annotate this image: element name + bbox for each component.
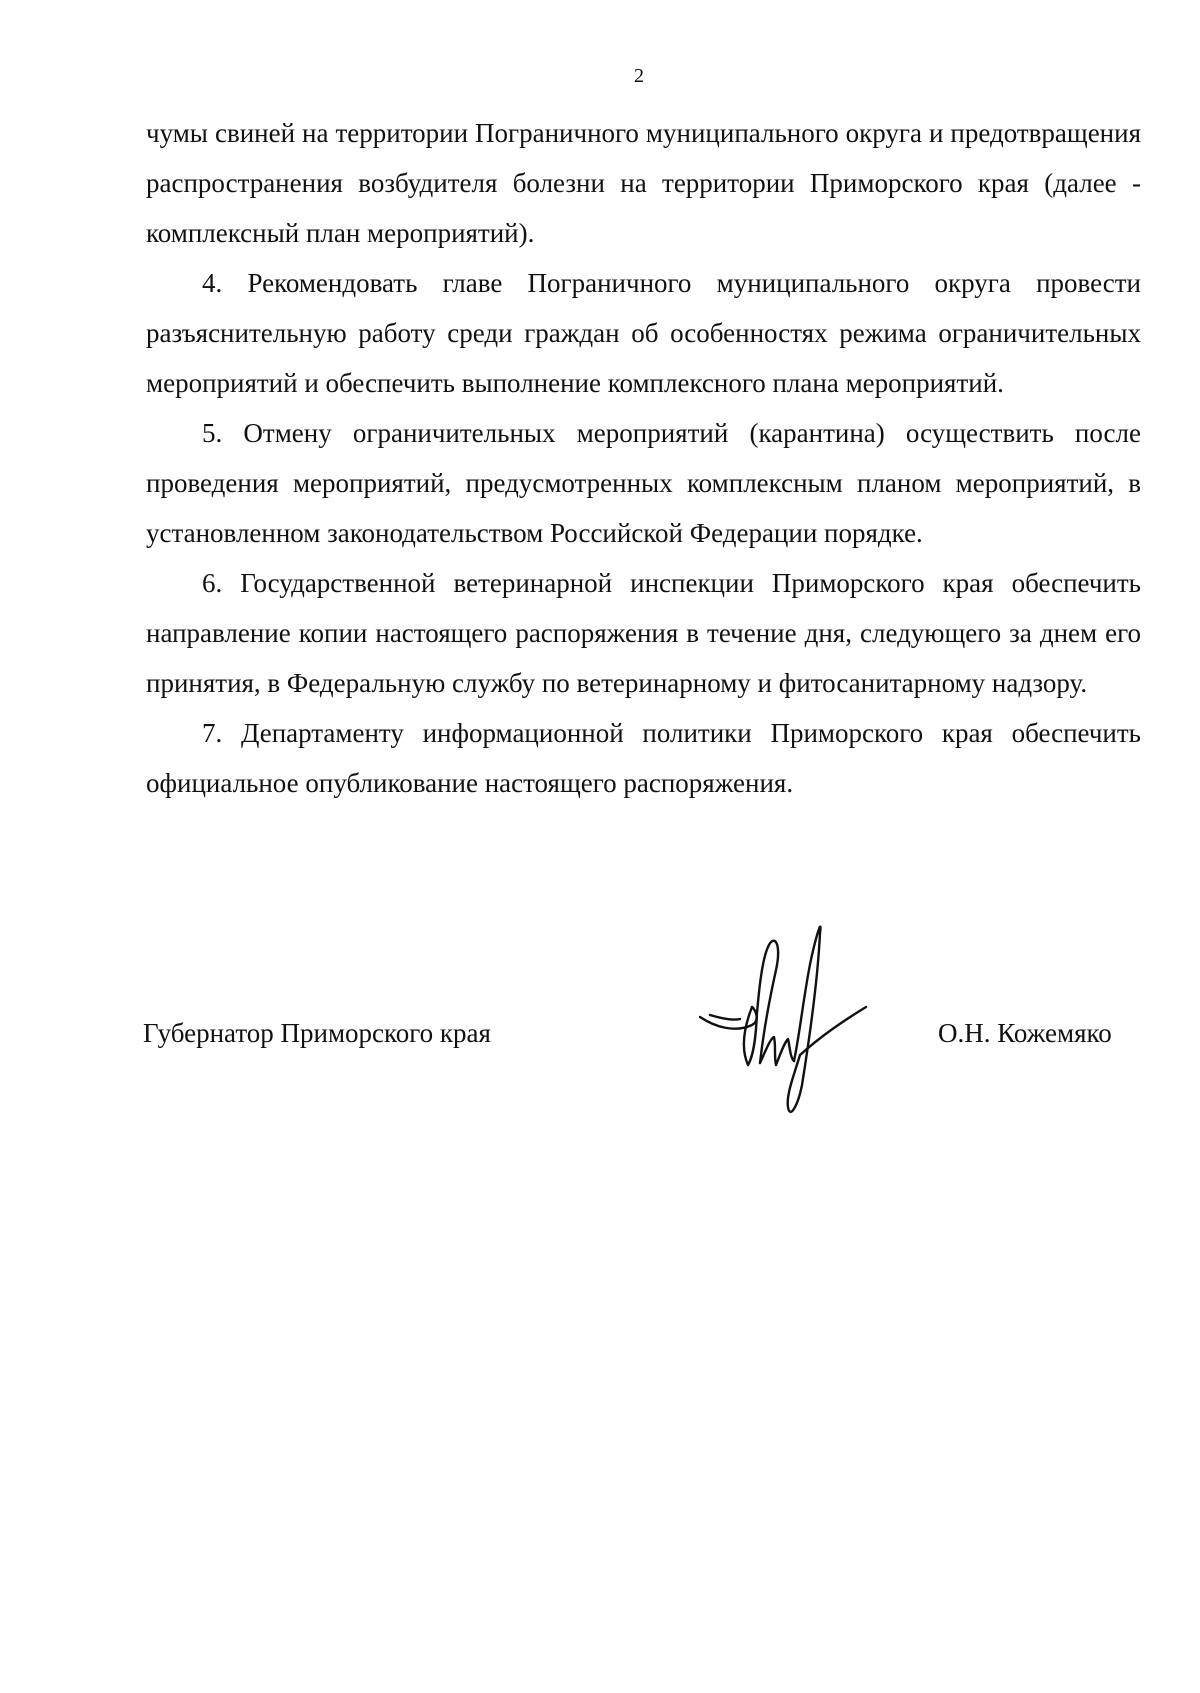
handwritten-signature xyxy=(690,915,880,1115)
paragraph-item-5: 5. Отмену ограничительных мероприятий (карантина) осуществить после проведения мероприятий, предусмотренных комплексным планом мероприятий, в установленном законодательством Российской Федерации порядке. xyxy=(146,418,1141,548)
signatory-title: Губернатор Приморского края xyxy=(143,1018,491,1048)
paragraph-item-7: 7. Департаменту информационной политики Приморского края обеспечить официальное опубликование настоящего распоряжения. xyxy=(146,718,1141,798)
document-body xyxy=(146,108,1141,808)
paragraph-item-4: 4. Рекомендовать главе Пограничного муниципального округа провести разъяснительную работу среди граждан об особенностях режима ограничительных мероприятий и обеспечить выполнение комплексного плана мероприятий. xyxy=(146,268,1141,398)
signature-block xyxy=(0,1008,1200,1068)
paragraph-continuation: чумы свиней на территории Пограничного муниципального округа и предотвращения распространения возбудителя болезни на территории Приморского края (далее - комплексный план мероприятий). xyxy=(146,118,1141,248)
page-number: 2 xyxy=(634,65,644,87)
paragraph-item-6: 6. Государственной ветеринарной инспекции Приморского края обеспечить направление копии настоящего распоряжения в течение дня, следующего за днем его принятия, в Федеральную службу по ветеринарному и фитосанитарному надзору. xyxy=(146,568,1141,698)
signatory-name: О.Н. Кожемяко xyxy=(938,1018,1112,1048)
